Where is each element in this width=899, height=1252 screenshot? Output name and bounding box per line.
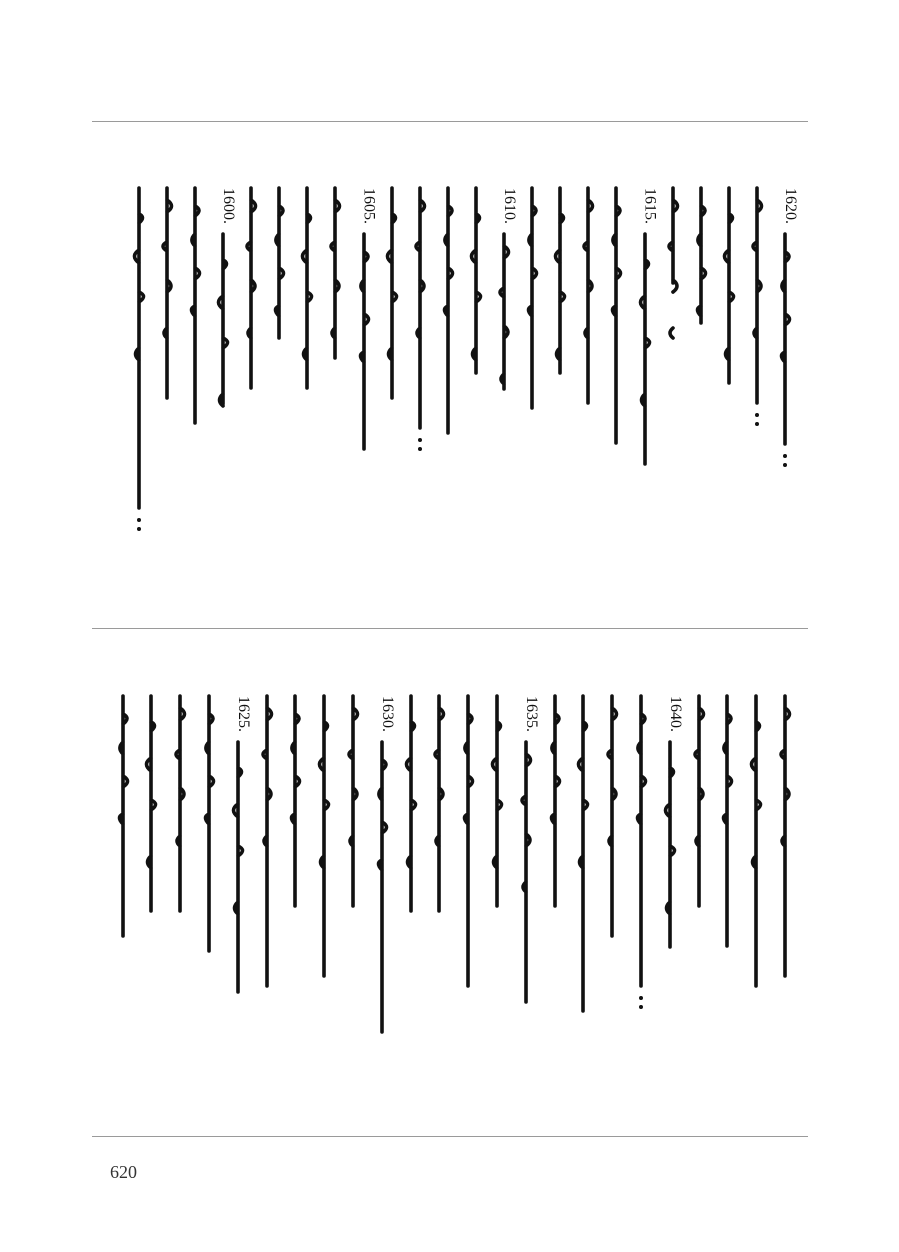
mongolian-script-line xyxy=(247,188,265,392)
verse-column xyxy=(469,188,493,598)
verse-column xyxy=(231,696,255,1126)
mongolian-script-line xyxy=(388,188,406,402)
verse-column xyxy=(576,696,600,1126)
verse-column xyxy=(385,188,409,598)
verse-column xyxy=(778,696,802,1126)
verse-column xyxy=(375,696,399,1126)
verse-column xyxy=(749,696,773,1126)
line-number: 1615. xyxy=(641,188,659,224)
mongolian-script-line xyxy=(191,188,209,427)
mongolian-script-line xyxy=(641,234,659,468)
verse-column xyxy=(300,188,324,598)
mongolian-script-line xyxy=(360,234,378,453)
mongolian-script-line xyxy=(493,696,511,910)
mongolian-script-line xyxy=(753,188,771,429)
mongolian-script-line xyxy=(263,696,281,990)
verse-column xyxy=(272,188,296,598)
verse-column xyxy=(173,696,197,1126)
mongolian-script-line xyxy=(695,696,713,910)
verse-column xyxy=(609,188,633,598)
mongolian-script-line xyxy=(378,742,396,1036)
verse-column xyxy=(497,188,521,598)
verse-column xyxy=(317,696,341,1126)
verse-column xyxy=(202,696,226,1126)
verse-column xyxy=(357,188,381,598)
verse-column xyxy=(413,188,437,598)
mongolian-script-line xyxy=(612,188,630,447)
mongolian-script-line xyxy=(669,188,687,287)
verse-column xyxy=(548,696,572,1126)
line-number: 1605. xyxy=(360,188,378,224)
verse-block-upper xyxy=(112,188,802,598)
line-number: 1600. xyxy=(220,188,237,224)
verse-column xyxy=(720,696,744,1126)
verse-column xyxy=(663,696,687,1126)
verse-column xyxy=(346,696,370,1126)
verse-column xyxy=(750,188,774,598)
mongolian-script-line xyxy=(522,742,540,1006)
verse-column xyxy=(605,696,629,1126)
mongolian-script-line xyxy=(291,696,309,910)
verse-column xyxy=(490,696,514,1126)
mongolian-script-line xyxy=(147,696,165,915)
line-number: 1620. xyxy=(782,188,799,224)
mongolian-script-line xyxy=(584,188,602,407)
verse-column xyxy=(288,696,312,1126)
mongolian-script-line xyxy=(444,188,462,437)
page-number: 620 xyxy=(110,1162,137,1182)
line-number: 1640. xyxy=(666,696,684,732)
mongolian-script-line xyxy=(725,188,743,387)
verse-column xyxy=(244,188,268,598)
top-rule xyxy=(92,121,808,122)
verse-column xyxy=(144,696,168,1126)
mongolian-script-line xyxy=(608,696,626,940)
verse-column xyxy=(581,188,605,598)
mongolian-script-line xyxy=(205,696,223,955)
mongolian-script-line xyxy=(219,234,237,408)
mongolian-script-line xyxy=(163,188,181,402)
verse-block-lower xyxy=(88,696,802,1126)
mongolian-script-line xyxy=(320,696,338,980)
line-number: 1625. xyxy=(234,696,252,732)
verse-column xyxy=(666,188,690,598)
line-number: 1635. xyxy=(522,696,540,732)
mongolian-script-line xyxy=(275,188,293,342)
mongolian-script-line xyxy=(579,696,597,1015)
verse-column xyxy=(638,188,662,598)
verse-column xyxy=(692,696,716,1126)
verse-column xyxy=(260,696,284,1126)
verse-column xyxy=(553,188,577,598)
mongolian-script-line xyxy=(303,188,321,392)
mongolian-script-line xyxy=(349,696,367,910)
mongolian-script-line xyxy=(119,696,137,940)
verse-column xyxy=(116,696,140,1126)
mongolian-script-line xyxy=(331,188,349,362)
line-number: 1610. xyxy=(501,188,518,224)
mongolian-script-line xyxy=(556,188,574,377)
verse-column xyxy=(694,188,718,598)
mongolian-script-line xyxy=(176,696,194,915)
mongolian-script-line xyxy=(723,696,741,950)
mongolian-script-line xyxy=(500,234,518,393)
mongolian-script-line xyxy=(752,696,770,990)
verse-column xyxy=(328,188,352,598)
verse-column xyxy=(461,696,485,1126)
verse-column xyxy=(404,696,428,1126)
verse-column xyxy=(216,188,240,598)
mongolian-script-line xyxy=(528,188,546,412)
mongolian-script-line xyxy=(472,188,490,377)
mongolian-script-line xyxy=(637,696,655,1012)
mongolian-script-line xyxy=(666,742,684,951)
verse-column xyxy=(722,188,746,598)
mongolian-script-line xyxy=(234,742,252,996)
line-number: 1630. xyxy=(378,696,396,732)
mongolian-script-line xyxy=(464,696,482,990)
mongolian-script-line xyxy=(551,696,569,910)
verse-column xyxy=(525,188,549,598)
verse-column xyxy=(432,696,456,1126)
verse-column xyxy=(519,696,543,1126)
mongolian-script-line xyxy=(697,188,715,327)
mongolian-script-line xyxy=(781,696,799,980)
mongolian-script-line xyxy=(781,234,799,470)
mongolian-script-line xyxy=(135,188,153,534)
verse-column xyxy=(132,188,156,598)
mongolian-script-line xyxy=(416,188,434,454)
verse-column xyxy=(188,188,212,598)
bottom-rule xyxy=(92,1136,808,1137)
verse-column xyxy=(634,696,658,1126)
verse-column xyxy=(441,188,465,598)
verse-column xyxy=(160,188,184,598)
mongolian-script-line xyxy=(407,696,425,915)
verse-column xyxy=(778,188,802,598)
middle-rule xyxy=(92,628,808,629)
mongolian-script-line xyxy=(435,696,453,915)
